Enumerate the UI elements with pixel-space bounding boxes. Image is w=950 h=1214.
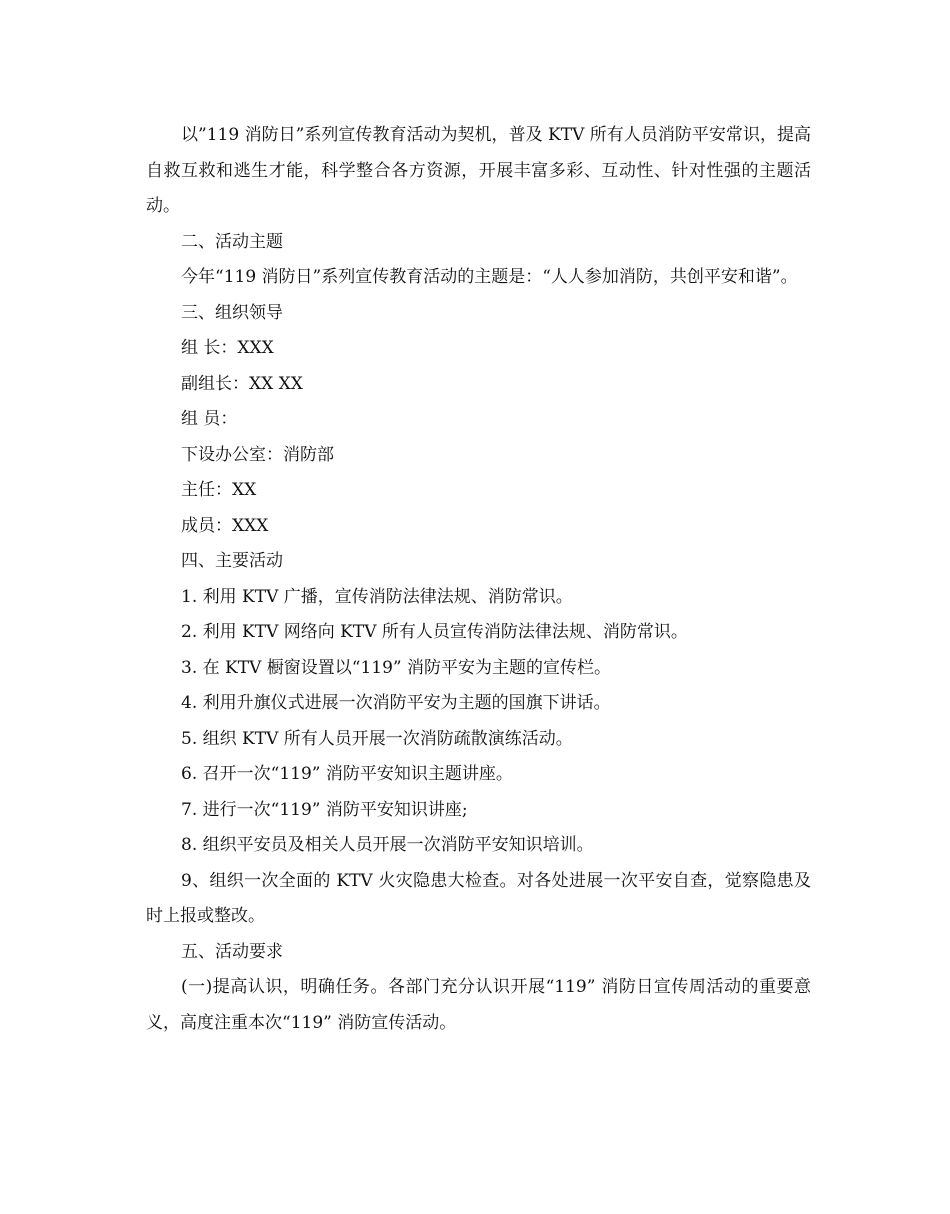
heading-requirements: 五、活动要求 — [181, 941, 283, 962]
list-item: 6. 召开一次“119” 消防平安知识主题讲座。 — [181, 764, 513, 784]
list-item: 2. 利用 KTV 网络向 KTV 所有人员宣传消防法律法规、消防常识。 — [181, 622, 688, 642]
document-body — [146, 118, 811, 1041]
list-item: 3. 在 KTV 橱窗设置以“119” 消防平安为主题的宣传栏。 — [181, 657, 611, 678]
list-item: 1. 利用 KTV 广播，宣传消防法律法规、消防常识。 — [181, 586, 573, 607]
line-director: 主任：XX — [181, 480, 257, 500]
list-item: 5. 组织 KTV 所有人员开展一次消防疏散演练活动。 — [181, 728, 573, 749]
heading-main-activities: 四、主要活动 — [181, 551, 283, 571]
line-staff: 成员：XXX — [181, 515, 269, 536]
heading-activity-theme: 二、活动主题 — [181, 231, 283, 252]
list-item: 9、组织一次全面的 KTV 火灾隐患大检查。对各处进展一次平安自查，觉察隐患及时上报或整改。 — [146, 870, 811, 926]
list-item: 7. 进行一次“119” 消防平安知识讲座; — [181, 799, 468, 820]
line-office: 下设办公室：消防部 — [181, 444, 334, 465]
line-members: 组 员： — [181, 409, 238, 429]
paragraph-intro: 以”119 消防日”系列宣传教育活动为契机，普及 KTV 所有人员消防平安常识，提高自救互救和逃生才能，科学整合各方资源，开展丰富多彩、互动性、针对性强的主题活动。 — [146, 125, 811, 216]
paragraph-requirement-1: (一)提高认识，明确任务。各部门充分认识开展“119” 消防日宣传周活动的重要意义，高度注重本次“119” 消防宣传活动。 — [146, 977, 811, 1033]
list-item: 8. 组织平安员及相关人员开展一次消防平安知识培训。 — [181, 835, 594, 855]
list-item: 4. 利用升旗仪式进展一次消防平安为主题的国旗下讲话。 — [181, 693, 611, 713]
line-leader: 组 长：XXX — [181, 338, 274, 358]
line-deputy-leader: 副组长：XX XX — [181, 373, 303, 394]
heading-organization: 三、组织领导 — [181, 302, 283, 323]
paragraph-theme: 今年“119 消防日”系列宣传教育活动的主题是：“人人参加消防，共创平安和谐”。 — [181, 267, 798, 287]
